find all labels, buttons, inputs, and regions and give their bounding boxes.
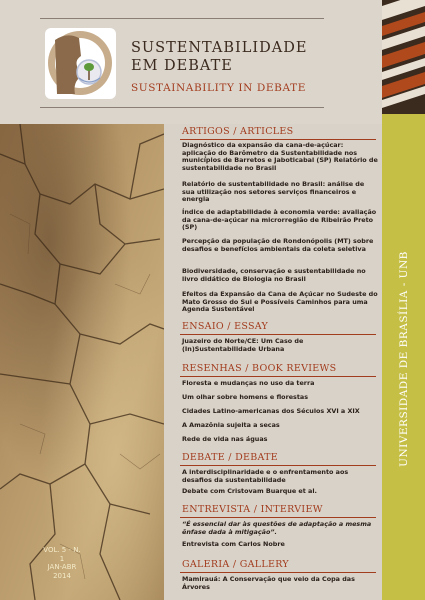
section-rule <box>180 572 376 573</box>
journal-logo <box>45 28 116 99</box>
issue-period: JAN-ABR <box>47 563 77 571</box>
section-heading-interview: ENTREVISTA / INTERVIEW <box>182 504 323 515</box>
toc-entry: Rede de vida nas águas <box>182 435 268 443</box>
toc-entry: Mamirauá: A Conservação que veio da Copa das Árvores <box>182 575 355 591</box>
section-rule <box>180 334 376 335</box>
toc-entry: Efeitos da Expansão da Cana de Açúcar no Sudeste do Mato Grosso do Sul e Possíveis Caminhos para uma Agenda Sustentável <box>182 290 378 314</box>
toc-entry: Percepção da população de Rondonópolis (MT) sobre desafios e benefícios ambientais da coleta seletiva <box>182 237 374 253</box>
volume-number: VOL. 5 - N. 1 <box>43 546 81 563</box>
toc-entry: Floresta e mudanças no uso da terra <box>182 379 315 387</box>
section-heading-essay: ENSAIO / ESSAY <box>182 321 269 332</box>
journal-title-line2: EM DEBATE <box>131 58 233 74</box>
toc-entry: “É essencial dar às questões de adaptação a mesma ênfase dada à mitigação”. <box>182 520 372 536</box>
journal-title <box>131 39 307 75</box>
stripe-pattern <box>382 0 425 114</box>
header-top-rule <box>40 18 324 19</box>
toc-entry: Juazeiro do Norte/CE: Um Caso de (In)Sustentabilidade Urbana <box>182 337 304 353</box>
section-rule <box>180 376 376 377</box>
section-heading-reviews: RESENHAS / BOOK REVIEWS <box>182 363 337 374</box>
toc-entry: Entrevista com Carlos Nobre <box>182 540 285 548</box>
toc-entry: Um olhar sobre homens e florestas <box>182 393 309 401</box>
section-rule <box>180 465 376 466</box>
section-heading-debate: DEBATE / DEBATE <box>182 452 279 463</box>
cracked-earth-photo <box>0 124 164 600</box>
section-rule <box>180 517 376 518</box>
university-label <box>382 118 425 600</box>
journal-subtitle: SUSTAINABILITY IN DEBATE <box>131 82 306 94</box>
toc-entry: A interdisciplinaridade e o enfrentamento aos desafios da sustentabilidade <box>182 468 349 484</box>
journal-title-line1: SUSTENTABILIDADE <box>131 40 308 56</box>
header-bottom-rule <box>40 107 324 108</box>
toc-entry: Diagnóstico da expansão da cana-de-açúcar: aplicação do Barômetro da Sustentabilidade nos municípios de Barretos e Jaboticabal (SP) Relatório de sustentabilidade no Brasil <box>182 141 378 173</box>
toc-entry: Debate com Cristovam Buarque et al. <box>182 487 317 495</box>
issue-year: 2014 <box>53 571 71 580</box>
issue-info <box>42 546 82 580</box>
toc-entry: Relatório de sustentabilidade no Brasil: análise de sua utilização nos setores serviços financeiros e energia <box>182 180 365 204</box>
toc-entry: Índice de adaptabilidade à economia verde: avaliação da cana-de-açúcar na microrregião de Ribeirão Preto (SP) <box>182 208 377 232</box>
section-rule <box>180 139 376 140</box>
section-heading-articles: ARTIGOS / ARTICLES <box>182 126 294 137</box>
section-heading-gallery: GALERIA / GALLERY <box>182 559 289 570</box>
university-name: UNIVERSIDADE DE BRASÍLIA - UNB <box>397 251 410 467</box>
toc-entry: Cidades Latino-americanas dos Séculos XVI a XIX <box>182 407 360 415</box>
cover-header <box>0 0 382 124</box>
toc-entry: A Amazônia sujeita a secas <box>182 421 280 429</box>
toc-entry: Biodiversidade, conservação e sustentabilidade no livro didático de Biologia no Brasil <box>182 267 366 283</box>
